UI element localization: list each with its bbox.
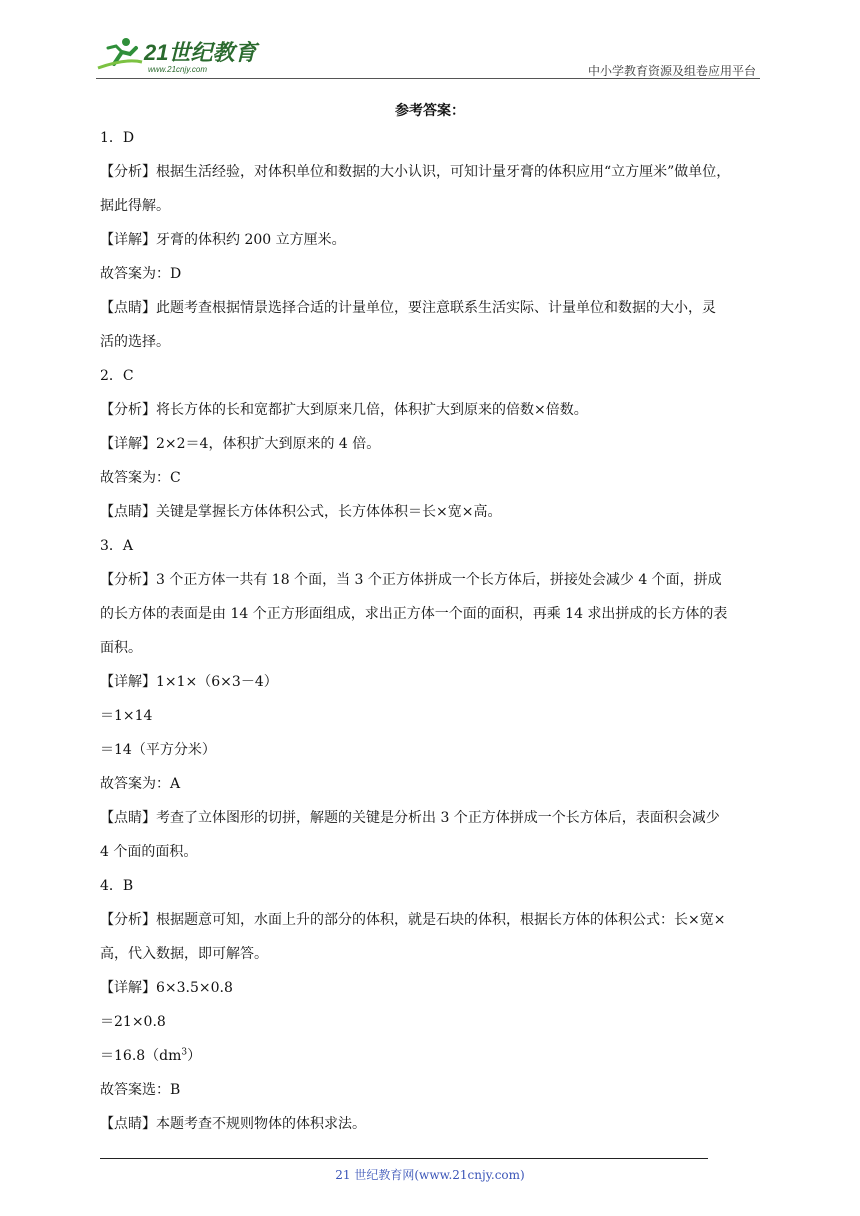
text-line-main: ＝16.8（dm — [100, 1048, 182, 1064]
text-line: 2．C — [100, 368, 134, 384]
page-title: 参考答案： — [395, 103, 465, 119]
text-line: 【分析】3 个正方体一共有 18 个面，当 3 个正方体拼成一个长方体后，拼接处会减少 4 个面，拼成 — [100, 572, 722, 588]
superscript-3: 3 — [181, 1047, 188, 1058]
logo-text: 21世纪教育 — [144, 40, 257, 65]
text-line: 【详解】1×1×（6×3－4） — [100, 674, 278, 690]
text-line: 【点睛】考查了立体图形的切拼，解题的关键是分析出 3 个正方体拼成一个长方体后，表面积会减少 — [100, 810, 720, 826]
text-line: 【点睛】关键是掌握长方体体积公式，长方体体积＝长×宽×高。 — [100, 504, 502, 520]
text-line: 故答案为：D — [100, 266, 182, 282]
text-line — [100, 1046, 201, 1066]
text-line: 据此得解。 — [100, 198, 170, 214]
text-line: 3．A — [100, 538, 134, 554]
text-line: ＝14（平方分米） — [100, 742, 216, 758]
text-line: 4 个面的面积。 — [100, 844, 198, 860]
footer-divider — [100, 1158, 708, 1159]
text-line: 【分析】根据生活经验，对体积单位和数据的大小认识，可知计量牙膏的体积应用“立方厘米”做单位， — [100, 164, 731, 180]
text-line: 【详解】牙膏的体积约 200 立方厘米。 — [100, 232, 346, 248]
text-line: 【分析】将长方体的长和宽都扩大到原来几倍，体积扩大到原来的倍数×倍数。 — [100, 402, 588, 418]
platform-name: 中小学教育资源及组卷应用平台 — [587, 64, 756, 78]
text-line: ＝1×14 — [100, 708, 153, 724]
text-line: 高，代入数据，即可解答。 — [100, 946, 268, 962]
text-line: 活的选择。 — [100, 334, 170, 350]
text-line: 故答案为：A — [100, 776, 181, 792]
text-line: 【点睛】此题考查根据情景选择合适的计量单位，要注意联系生活实际、计量单位和数据的大小，灵 — [100, 300, 716, 316]
text-line: 【分析】根据题意可知，水面上升的部分的体积，就是石块的体积，根据长方体的体积公式：长×宽× — [100, 912, 726, 928]
text-line: 的长方体的表面是由 14 个正方形面组成，求出正方体一个面的面积，再乘 14 求出拼成的长方体的表 — [100, 606, 728, 622]
close-paren: ） — [187, 1048, 202, 1064]
text-line: 故答案选：B — [100, 1082, 181, 1098]
text-line: 4．B — [100, 878, 134, 894]
text-line: 故答案为：C — [100, 470, 181, 486]
text-line: 【详解】2×2＝4，体积扩大到原来的 4 倍。 — [100, 436, 381, 452]
text-line: ＝21×0.8 — [100, 1014, 166, 1030]
logo-url: www.21cnjy.com — [148, 65, 207, 74]
page-header — [96, 30, 760, 80]
header-divider — [96, 78, 760, 79]
text-line: 1．D — [100, 130, 135, 146]
text-line: 面积。 — [100, 640, 142, 656]
text-line: 【详解】6×3.5×0.8 — [100, 980, 233, 996]
runner-icon — [98, 38, 142, 68]
footer-link[interactable]: 21 世纪教育网(www.21cnjy.com) — [335, 1168, 525, 1182]
site-logo — [96, 34, 266, 74]
text-line: 【点睛】本题考查不规则物体的体积求法。 — [100, 1116, 366, 1132]
